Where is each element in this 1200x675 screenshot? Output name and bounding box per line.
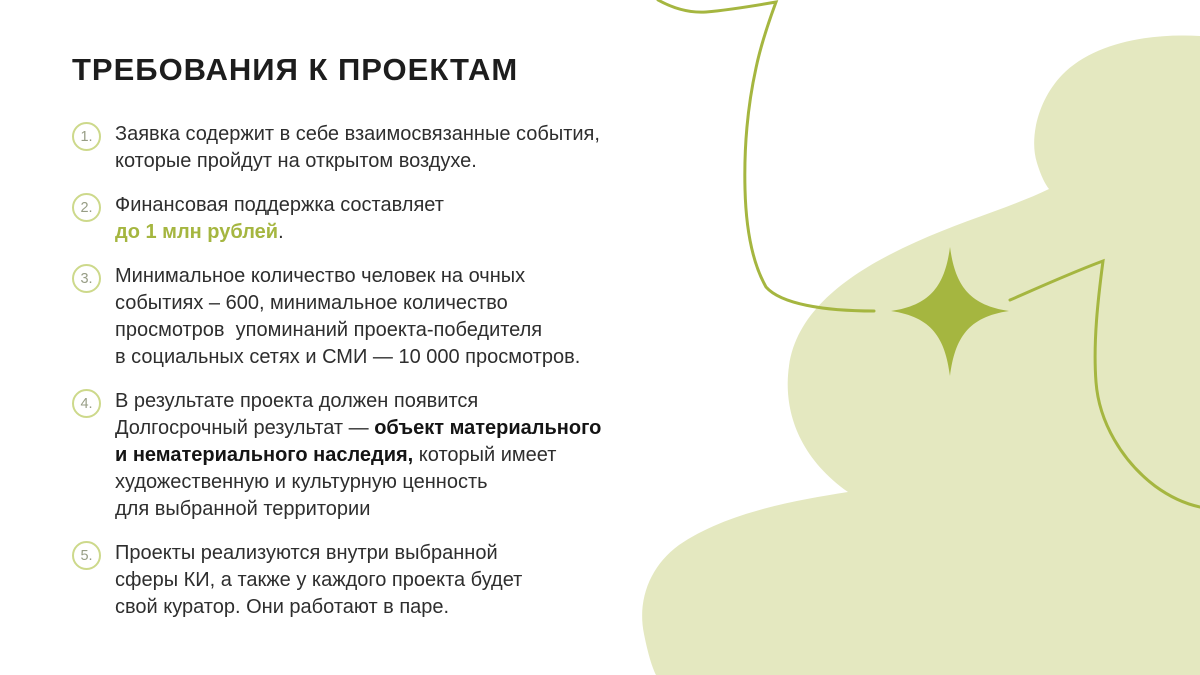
item-text-line: художественную и культурную ценность [115,471,488,493]
item-text-line: Минимальное количество человек на очных [115,265,526,287]
page-title: ТРЕБОВАНИЯ К ПРОЕКТАМ [72,52,519,87]
list-item [72,192,601,246]
item-text-line: которые пройдут на открытом воздухе. [115,150,477,172]
item-number-badge: 2. [72,193,101,222]
list-item [72,540,601,621]
item-number-badge: 1. [72,122,101,151]
item-text-line: для выбранной территории [115,498,371,520]
item-text-line: и нематериального наследия, который имеет [115,444,557,466]
item-text-line: Заявка содержит в себе взаимосвязанные события, [115,123,600,145]
list-item [72,121,601,175]
item-text-line: до 1 млн рублей. [115,221,284,243]
item-text [115,192,444,246]
blob-shape [642,35,1200,675]
blob-outline-curve-left [658,0,874,311]
item-text-line: событиях – 600, минимальное количество [115,292,508,314]
requirements-list [72,121,601,638]
item-number-badge: 4. [72,389,101,418]
item-text-line: просмотров упоминаний проекта-победителя [115,319,543,341]
item-text-line: Проекты реализуются внутри выбранной [115,542,498,564]
item-number-badge: 5. [72,541,101,570]
item-text-line: в социальных сетях и СМИ — 10 000 просмотров. [115,346,581,368]
item-text-line: Долгосрочный результат — объект материального [115,417,602,439]
item-text-line: свой куратор. Они работают в паре. [115,596,450,618]
list-item [72,388,601,523]
item-number-badge: 3. [72,264,101,293]
item-text-line: В результате проекта должен появится [115,390,479,412]
item-text [115,540,522,621]
item-text [115,388,601,523]
item-text [115,263,580,371]
item-text-line: сферы КИ, а также у каждого проекта будет [115,569,523,591]
item-text [115,121,600,175]
item-text-line: Финансовая поддержка составляет [115,194,444,216]
list-item [72,263,601,371]
